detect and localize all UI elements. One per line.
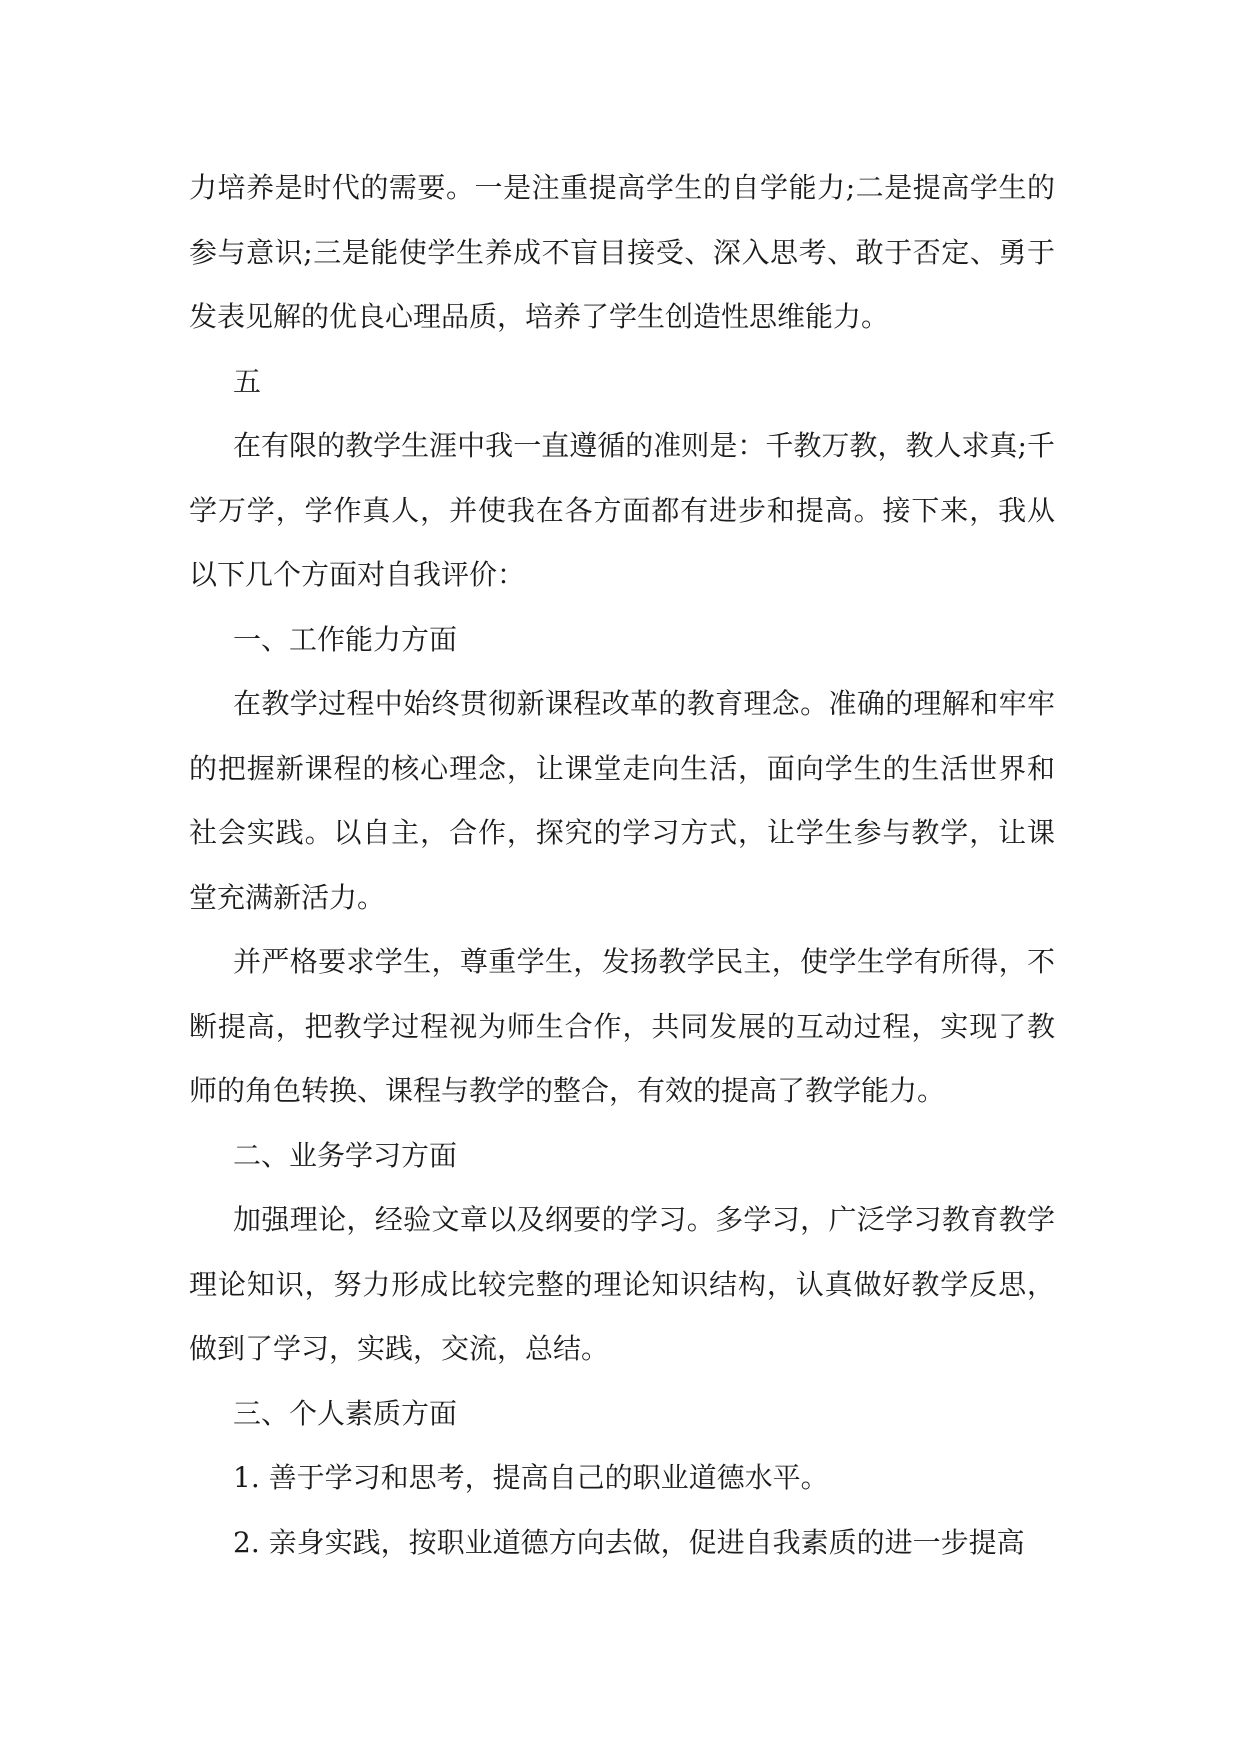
list-item-1: 1. 善于学习和思考，提高自己的职业道德水平。 — [233, 1461, 829, 1494]
section-heading-work-ability: 一、工作能力方面 — [233, 622, 458, 656]
section-heading-personal-quality: 三、个人素质方面 — [233, 1396, 458, 1430]
paragraph-6: 并严格要求学生，尊重学生，发扬教学民主，使学生学有所得，不断提高，把教学过程视为师生合作，共同发展的互动过程，实现了教师的角色转换、课程与教学的整合，有效的提高了教学能力。 — [189, 945, 1055, 1107]
section-heading-business-study: 二、业务学习方面 — [233, 1138, 458, 1172]
paragraph-3: 在有限的教学生涯中我一直遵循的准则是：千教万教，教人求真;千学万学，学作真人，并使我在各方面都有进步和提高。接下来，我从以下几个方面对自我评价： — [189, 429, 1055, 591]
paragraph-1: 力培养是时代的需要。一是注重提高学生的自学能力;二是提高学生的参与意识;三是能使学生养成不盲目接受、深入思考、敢于否定、勇于发表见解的优良心理品质，培养了学生创造性思维能力。 — [189, 171, 1055, 333]
list-item-2: 2. 亲身实践，按职业道德方向去做，促进自我素质的进一步提高 — [233, 1525, 1025, 1559]
paragraph-8: 加强理论，经验文章以及纲要的学习。多学习，广泛学习教育教学理论知识，努力形成比较完整的理论知识结构，认真做好教学反思，做到了学习，实践，交流，总结。 — [189, 1203, 1055, 1365]
paragraph-2-heading-five: 五 — [233, 364, 262, 398]
paragraph-5: 在教学过程中始终贯彻新课程改革的教育理念。准确的理解和牢牢的把握新课程的核心理念，让课堂走向生活，面向学生的生活世界和社会实践。以自主，合作，探究的学习方式，让学生参与教学，让课堂充满新活力。 — [189, 687, 1055, 914]
document-body — [189, 156, 1055, 1575]
